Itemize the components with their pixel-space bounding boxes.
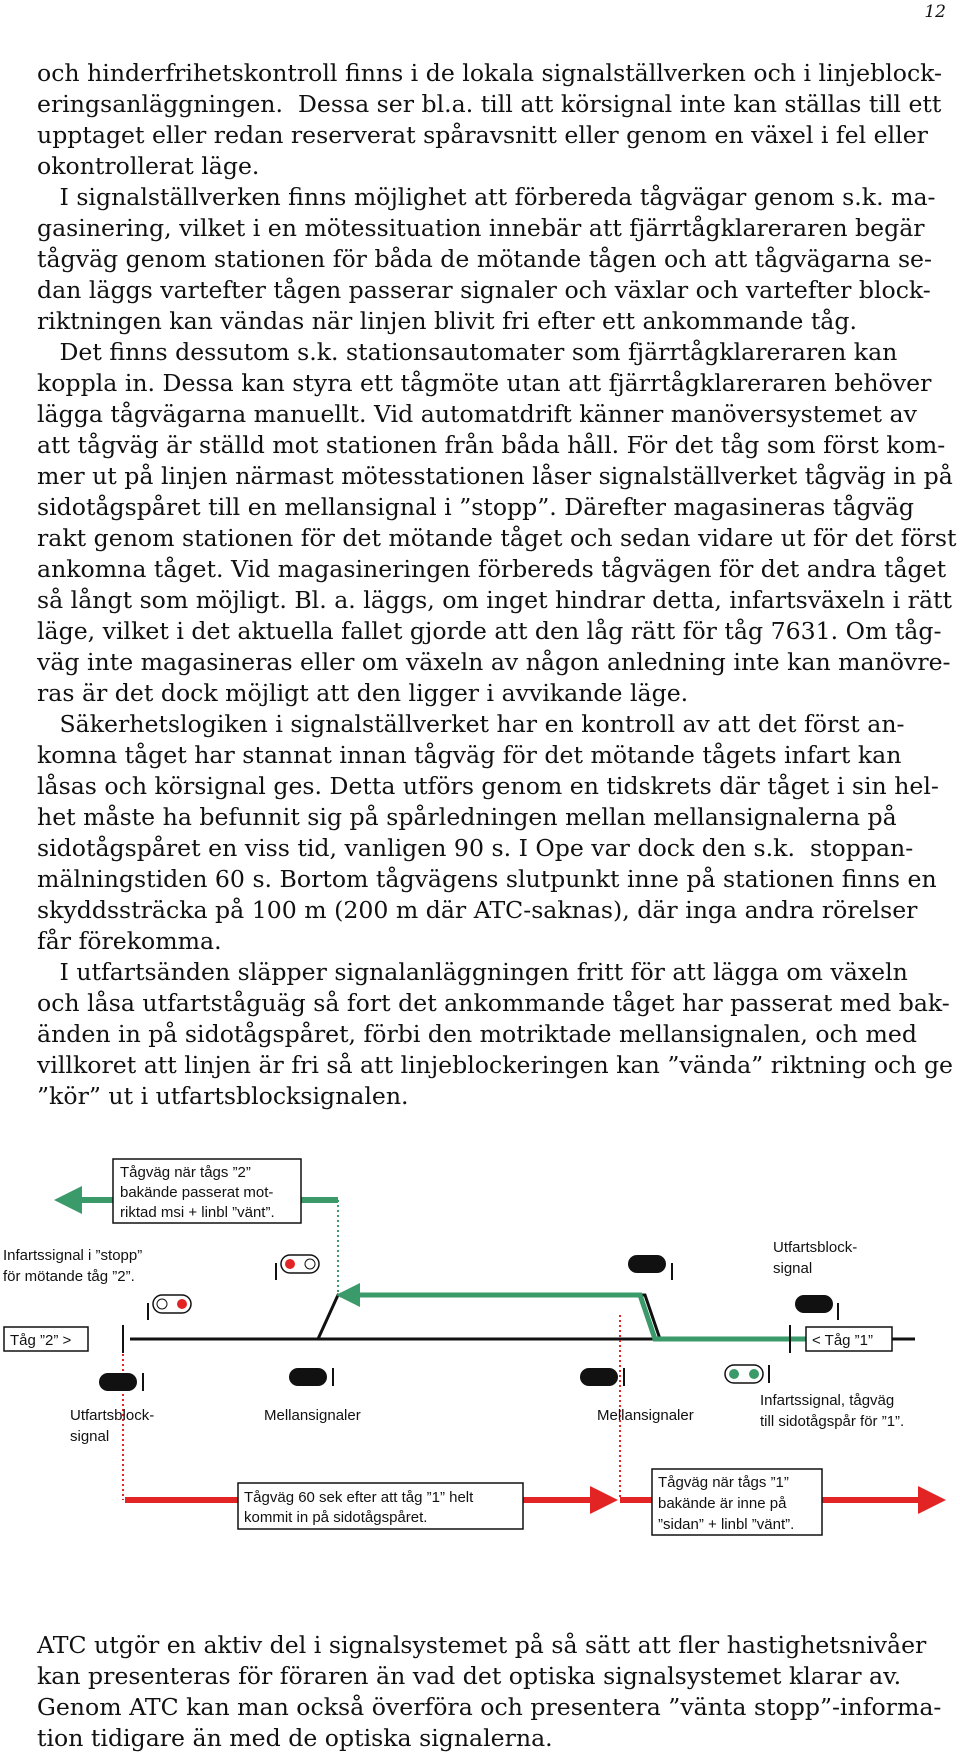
text-line: ankomna tåget. Vid magasineringen förbereds tågvägen för det andra tåget [37,555,947,583]
label-utfart-right: signal [773,1260,813,1277]
label-mellan-right: Mellansignaler [597,1407,694,1424]
text-line: I signalställverken finns möjlighet att förbereda tågvägar genom s.k. ma- [37,183,936,211]
label-utfart-left: signal [70,1428,110,1445]
text-line: sidotågspåret till en mellansignal i ”stopp”. Därefter magasineras tågväg [37,493,915,521]
train-label-2: Tåg ”2” > [10,1332,72,1349]
text-line: mer ut på linjen närmast mötesstationen låser signalställverket tågväg in på [37,462,953,490]
green-route-siding [340,1295,810,1339]
callout-text: ”sidan” + linbl ”vänt”. [658,1516,795,1533]
text-line: och hinderfrihetskontroll finns i de lokala signalställverken och i linjeblock- [37,59,943,87]
text-line: tion tidigare än med de optiska signalerna. [37,1724,553,1752]
text-line: I utfartsänden släpper signalanläggningen fritt för att lägga om växeln [37,958,908,986]
text-line: läge, vilket i det aktuella fallet gjorde att den låg rätt för tåg 7631. Om tåg- [37,617,942,645]
page-number: 12 [924,2,946,22]
text-line: mälningstiden 60 s. Bortom tågvägens slutpunkt inne på stationen finns en [37,865,937,893]
text-line: skyddssträcka på 100 m (200 m där ATC-saknas), där inga andra rörelser [37,896,918,924]
bottom-text [37,1630,957,1754]
green-arrowhead-top [54,1186,82,1214]
label-infart-left: för mötande tåg ”2”. [3,1268,135,1285]
label-infart-right: till sidotågspår för ”1”. [760,1413,905,1430]
text-line: att tågväg är ställd mot stationen från båda håll. För det tåg som först kom- [37,431,946,459]
signal-mellan-left [289,1368,333,1386]
text-line: tågväg genom stationen för båda de mötande tågen och att tågvägarna se- [37,245,932,273]
callout-text: riktad msi + linbl ”vänt”. [120,1204,275,1221]
callout-text: bakände är inne på [658,1495,787,1512]
text-line: upptaget eller redan reserverat spåravsnitt eller genom en växel i fel eller [37,121,928,149]
label-utfart-left: Utfartsblock- [70,1407,155,1424]
signal-mellan-right-top [628,1255,672,1280]
text-line: eringsanläggningen. Dessa ser bl.a. till att körsignal inte kan ställas till ett [37,90,942,118]
callout-text: Tågväg 60 sek efter att tåg ”1” helt [244,1489,474,1506]
signal-utfart-left [99,1373,143,1391]
green-arrowhead-siding [336,1283,360,1307]
label-infart-right: Infartssignal, tågväg [760,1392,895,1409]
text-line: Det finns dessutom s.k. stationsautomater som fjärrtågklareraren kan [37,338,898,366]
signal-utfart-right [795,1295,838,1320]
train-label-1: < Tåg ”1” [812,1332,874,1349]
text-line: får förekomma. [37,927,222,955]
text-line: änden in på sidotågspåret, förbi den motriktade mellansignalen, och med [37,1020,917,1048]
body-text [37,58,957,1112]
label-mellan-left: Mellansignaler [264,1407,361,1424]
text-line: ”kör” ut i utfartsblocksignalen. [37,1082,409,1110]
text-line: så långt som möjligt. Bl. a. läggs, om inget hindrar detta, infartsväxeln i rätt [37,586,952,614]
red-arrowhead-right [918,1486,946,1514]
text-line: kan presenteras för föraren än vad det optiska signalsystemet klarar av. [37,1662,902,1690]
text-line: het måste ha befunnit sig på spårledningen mellan mellansignalerna på [37,803,897,831]
red-arrowhead-left [590,1486,618,1514]
callout-text: Tågväg när tågs ”1” [658,1474,789,1491]
text-line: villkoret att linjen är fri så att linjeblockeringen kan ”vända” riktning och ge [37,1051,954,1079]
signal-mellan-top [276,1255,319,1280]
text-line: gasinering, vilket i en mötessituation innebär att fjärrtågklareraren begär [37,214,925,242]
text-line: ATC utgör en aktiv del i signalsystemet på så sätt att fler hastighetsnivåer [37,1631,927,1659]
signal-infart-right [725,1365,769,1383]
siding-track [318,1295,660,1339]
callout-text: Tågväg när tågs ”2” [120,1164,251,1181]
callout-text: bakände passerat mot- [120,1184,274,1201]
signal-mellan-right [580,1368,624,1386]
signal-infart-left [148,1295,191,1320]
text-line: riktningen kan vändas när linjen blivit fri efter ett ankommande tåg. [37,307,857,335]
text-line: Genom ATC kan man också överföra och presentera ”vänta stopp”-informa- [37,1693,942,1721]
text-line: okontrollerat läge. [37,152,260,180]
text-line: låsas och körsignal ges. Detta utförs genom en tidskrets där tåget i sin hel- [37,772,939,800]
text-line: ras är det dock möjligt att den ligger i avvikande läge. [37,679,689,707]
text-line: koppla in. Dessa kan styra ett tågmöte utan att fjärrtågklareraren behöver [37,369,932,397]
text-line: dan läggs vartefter tågen passerar signaler och växlar och vartefter block- [37,276,931,304]
label-utfart-right: Utfartsblock- [773,1239,858,1256]
train-meeting-diagram [0,1155,960,1625]
text-line: komna tåget har stannat innan tågväg för det mötande tågets infart kan [37,741,902,769]
text-line: och låsa utfartståguäg så fort det ankommande tåget har passerat med bak- [37,989,950,1017]
text-line: rakt genom stationen för det mötande tåget och sedan vidare ut för det först [37,524,957,552]
text-line: lägga tågvägarna manuellt. Vid automatdrift känner manöversystemet av [37,400,917,428]
label-infart-left: Infartssignal i ”stopp” [3,1247,143,1264]
text-line: sidotågspåret en viss tid, vanligen 90 s. I Ope var dock den s.k. stoppan- [37,834,914,862]
callout-text: kommit in på sidotågspåret. [244,1509,428,1526]
text-line: Säkerhetslogiken i signalställverket har en kontroll av att det först an- [37,710,905,738]
text-line: väg inte magasineras eller om växeln av någon anledning inte kan manövre- [37,648,951,676]
